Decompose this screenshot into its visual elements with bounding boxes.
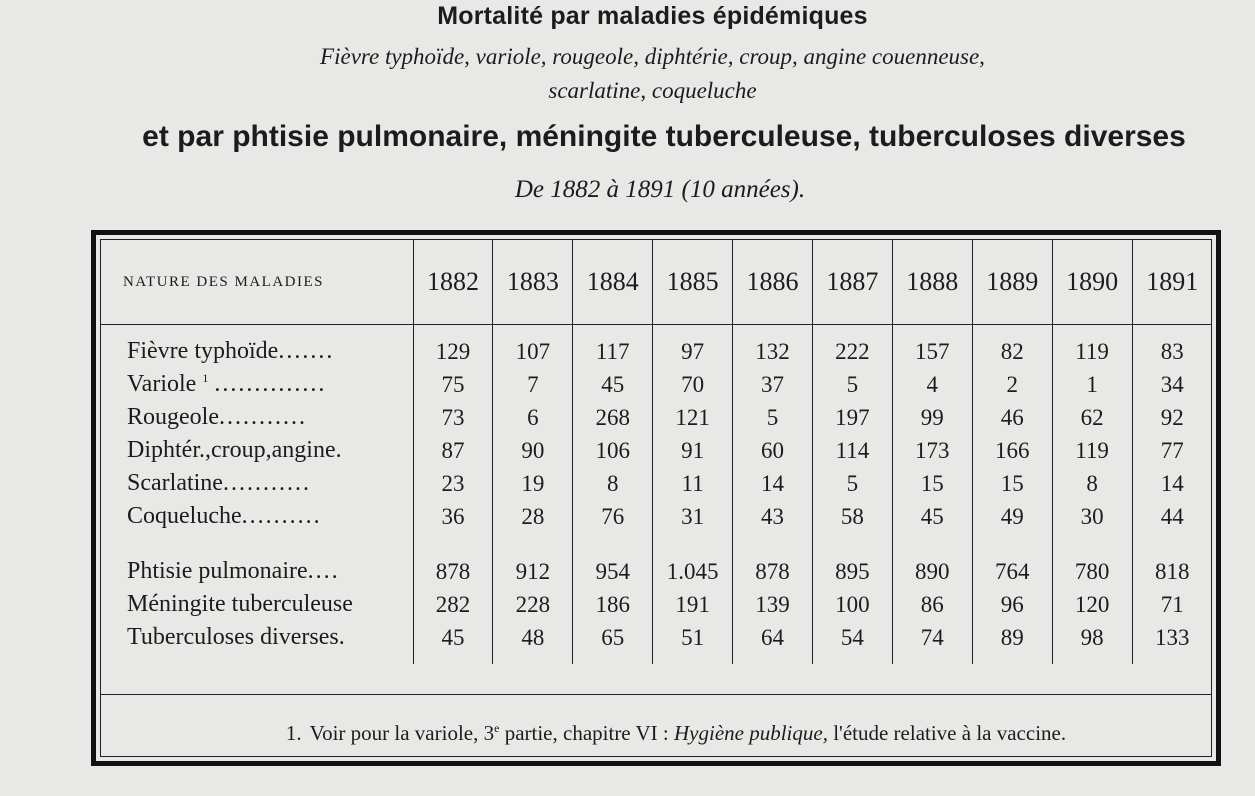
spacer-row bbox=[101, 533, 1212, 555]
disease-name: Variole bbox=[127, 371, 197, 397]
value-cell: 73 bbox=[413, 401, 493, 434]
value-cell: 28 bbox=[493, 500, 573, 533]
spacer-cell bbox=[1052, 654, 1132, 664]
value-cell: 268 bbox=[573, 401, 653, 434]
value-cell: 954 bbox=[573, 555, 653, 588]
value-cell: 31 bbox=[653, 500, 733, 533]
year-header: 1886 bbox=[733, 240, 813, 325]
value-cell: 76 bbox=[573, 500, 653, 533]
footnote-text-before: Voir pour la variole, 3 bbox=[309, 721, 495, 745]
year-header: 1882 bbox=[413, 240, 493, 325]
value-cell: 34 bbox=[1132, 368, 1212, 401]
value-cell: 1.045 bbox=[653, 555, 733, 588]
value-cell: 54 bbox=[812, 621, 892, 654]
leader-dots: .... bbox=[307, 558, 340, 584]
value-cell: 8 bbox=[1052, 467, 1132, 500]
spacer-cell bbox=[812, 654, 892, 664]
value-cell: 51 bbox=[653, 621, 733, 654]
footnote-text-middle: partie, chapitre VI : bbox=[499, 721, 674, 745]
value-cell: 132 bbox=[733, 335, 813, 368]
value-cell: 119 bbox=[1052, 434, 1132, 467]
leader-dots: .......... bbox=[241, 503, 322, 529]
spacer-cell bbox=[892, 325, 972, 336]
value-cell: 77 bbox=[1132, 434, 1212, 467]
value-cell: 878 bbox=[413, 555, 493, 588]
year-header: 1887 bbox=[812, 240, 892, 325]
value-cell: 74 bbox=[892, 621, 972, 654]
spacer-cell bbox=[101, 533, 413, 555]
table-row bbox=[101, 335, 1212, 368]
table-row bbox=[101, 555, 1212, 588]
disease-name: Rougeole bbox=[127, 404, 219, 430]
spacer-cell bbox=[653, 654, 733, 664]
value-cell: 15 bbox=[892, 467, 972, 500]
value-cell: 89 bbox=[972, 621, 1052, 654]
value-cell: 1 bbox=[1052, 368, 1132, 401]
value-cell: 97 bbox=[653, 335, 733, 368]
value-cell: 96 bbox=[972, 588, 1052, 621]
value-cell: 106 bbox=[573, 434, 653, 467]
value-cell: 5 bbox=[733, 401, 813, 434]
spacer-cell bbox=[653, 325, 733, 336]
spacer-cell bbox=[653, 533, 733, 555]
value-cell: 23 bbox=[413, 467, 493, 500]
disease-name-cell bbox=[101, 401, 413, 434]
value-cell: 197 bbox=[812, 401, 892, 434]
leader-dots: . bbox=[338, 624, 347, 650]
subtitle-line-1: Fièvre typhoïde, variole, rougeole, diphtérie, croup, angine couenneuse, bbox=[320, 44, 985, 69]
value-cell: 83 bbox=[1132, 335, 1212, 368]
spacer-cell bbox=[812, 325, 892, 336]
value-cell: 64 bbox=[733, 621, 813, 654]
spacer-cell bbox=[493, 533, 573, 555]
footnote-italic: Hygiène publique, bbox=[674, 721, 828, 745]
value-cell: 157 bbox=[892, 335, 972, 368]
spacer-cell bbox=[1052, 533, 1132, 555]
table-frame bbox=[91, 230, 1221, 766]
spacer-cell bbox=[413, 654, 493, 664]
value-cell: 2 bbox=[972, 368, 1052, 401]
spacer-cell bbox=[493, 325, 573, 336]
leader-dots: . bbox=[335, 437, 344, 463]
year-header: 1891 bbox=[1132, 240, 1212, 325]
value-cell: 44 bbox=[1132, 500, 1212, 533]
header-label: NATURE DES MALADIES bbox=[101, 240, 413, 325]
spacer-cell bbox=[413, 325, 493, 336]
value-cell: 58 bbox=[812, 500, 892, 533]
spacer-cell bbox=[972, 533, 1052, 555]
table-row bbox=[101, 401, 1212, 434]
disease-name: Tuberculoses diverses bbox=[127, 624, 339, 650]
value-cell: 70 bbox=[653, 368, 733, 401]
value-cell: 86 bbox=[892, 588, 972, 621]
disease-name-cell bbox=[101, 555, 413, 588]
value-cell: 45 bbox=[573, 368, 653, 401]
footnote-sup: e bbox=[494, 721, 500, 735]
year-header: 1889 bbox=[972, 240, 1052, 325]
footnote-number: 1. bbox=[285, 721, 302, 745]
value-cell: 129 bbox=[413, 335, 493, 368]
leader-dots: ........... bbox=[222, 470, 311, 496]
subtitle-line-2: scarlatine, coqueluche bbox=[548, 78, 757, 103]
footnote bbox=[101, 694, 1211, 763]
table-inner-border bbox=[100, 239, 1212, 757]
value-cell: 120 bbox=[1052, 588, 1132, 621]
spacer-cell bbox=[413, 533, 493, 555]
spacer-cell bbox=[812, 533, 892, 555]
table-body bbox=[101, 325, 1212, 665]
table-row bbox=[101, 621, 1212, 654]
year-header: 1883 bbox=[493, 240, 573, 325]
year-header: 1890 bbox=[1052, 240, 1132, 325]
table-row bbox=[101, 467, 1212, 500]
value-cell: 222 bbox=[812, 335, 892, 368]
spacer-cell bbox=[972, 654, 1052, 664]
year-header: 1885 bbox=[653, 240, 733, 325]
spacer-cell bbox=[1132, 654, 1212, 664]
value-cell: 166 bbox=[972, 434, 1052, 467]
value-cell: 71 bbox=[1132, 588, 1212, 621]
table-row bbox=[101, 588, 1212, 621]
spacer-cell bbox=[1052, 325, 1132, 336]
leader-dots: .............. bbox=[214, 371, 327, 397]
spacer-cell bbox=[573, 654, 653, 664]
value-cell: 90 bbox=[493, 434, 573, 467]
value-cell: 45 bbox=[413, 621, 493, 654]
table-row bbox=[101, 500, 1212, 533]
spacer-cell bbox=[493, 654, 573, 664]
value-cell: 46 bbox=[972, 401, 1052, 434]
period-caption: De 1882 à 1891 (10 années). bbox=[514, 176, 806, 203]
value-cell: 764 bbox=[972, 555, 1052, 588]
mortality-table bbox=[101, 240, 1212, 664]
value-cell: 98 bbox=[1052, 621, 1132, 654]
table-row bbox=[101, 434, 1212, 467]
value-cell: 65 bbox=[573, 621, 653, 654]
disease-name-cell bbox=[101, 434, 413, 467]
value-cell: 895 bbox=[812, 555, 892, 588]
spacer-cell bbox=[972, 325, 1052, 336]
value-cell: 19 bbox=[493, 467, 573, 500]
value-cell: 91 bbox=[653, 434, 733, 467]
disease-name-cell bbox=[101, 467, 413, 500]
header-row bbox=[101, 240, 1212, 325]
secondary-title: et par phtisie pulmonaire, méningite tuberculeuse, tuberculoses diverses bbox=[142, 120, 1186, 153]
value-cell: 30 bbox=[1052, 500, 1132, 533]
value-cell: 6 bbox=[493, 401, 573, 434]
value-cell: 228 bbox=[493, 588, 573, 621]
spacer-cell bbox=[573, 325, 653, 336]
value-cell: 36 bbox=[413, 500, 493, 533]
value-cell: 60 bbox=[733, 434, 813, 467]
footnote-text-after: l'étude relative à la vaccine. bbox=[827, 721, 1067, 745]
year-header: 1888 bbox=[892, 240, 972, 325]
value-cell: 186 bbox=[573, 588, 653, 621]
value-cell: 45 bbox=[892, 500, 972, 533]
page-title: Mortalité par maladies épidémiques bbox=[437, 2, 868, 30]
spacer-cell bbox=[733, 654, 813, 664]
leader-dots: ....... bbox=[278, 338, 335, 364]
disease-name: Phtisie pulmonaire bbox=[127, 558, 308, 584]
value-cell: 14 bbox=[1132, 467, 1212, 500]
spacer-cell bbox=[892, 533, 972, 555]
value-cell: 139 bbox=[733, 588, 813, 621]
disease-name: Diphtér.,croup,angine bbox=[127, 437, 336, 463]
spacer-cell bbox=[892, 654, 972, 664]
value-cell: 11 bbox=[653, 467, 733, 500]
disease-name-cell bbox=[101, 621, 413, 654]
disease-name-cell bbox=[101, 368, 413, 401]
value-cell: 117 bbox=[573, 335, 653, 368]
value-cell: 14 bbox=[733, 467, 813, 500]
spacer-row bbox=[101, 654, 1212, 664]
value-cell: 5 bbox=[812, 467, 892, 500]
disease-name-cell bbox=[101, 500, 413, 533]
value-cell: 15 bbox=[972, 467, 1052, 500]
value-cell: 890 bbox=[892, 555, 972, 588]
disease-name: Fièvre typhoïde bbox=[127, 338, 279, 364]
value-cell: 5 bbox=[812, 368, 892, 401]
disease-name-cell bbox=[101, 335, 413, 368]
value-cell: 92 bbox=[1132, 401, 1212, 434]
value-cell: 7 bbox=[493, 368, 573, 401]
leader-dots: ........... bbox=[218, 404, 307, 430]
disease-name: Scarlatine bbox=[127, 470, 223, 496]
value-cell: 133 bbox=[1132, 621, 1212, 654]
disease-name: Coqueluche bbox=[127, 503, 242, 529]
value-cell: 8 bbox=[573, 467, 653, 500]
value-cell: 818 bbox=[1132, 555, 1212, 588]
table-row bbox=[101, 368, 1212, 401]
value-cell: 119 bbox=[1052, 335, 1132, 368]
value-cell: 99 bbox=[892, 401, 972, 434]
spacer-cell bbox=[733, 533, 813, 555]
value-cell: 100 bbox=[812, 588, 892, 621]
value-cell: 780 bbox=[1052, 555, 1132, 588]
spacer-cell bbox=[101, 654, 413, 664]
value-cell: 191 bbox=[653, 588, 733, 621]
value-cell: 49 bbox=[972, 500, 1052, 533]
disease-name: Méningite tuberculeuse bbox=[127, 591, 353, 617]
value-cell: 62 bbox=[1052, 401, 1132, 434]
value-cell: 912 bbox=[493, 555, 573, 588]
spacer-row bbox=[101, 325, 1212, 336]
value-cell: 878 bbox=[733, 555, 813, 588]
value-cell: 173 bbox=[892, 434, 972, 467]
value-cell: 282 bbox=[413, 588, 493, 621]
value-cell: 107 bbox=[493, 335, 573, 368]
value-cell: 75 bbox=[413, 368, 493, 401]
value-cell: 121 bbox=[653, 401, 733, 434]
spacer-cell bbox=[101, 325, 413, 336]
value-cell: 43 bbox=[733, 500, 813, 533]
disease-name-cell bbox=[101, 588, 413, 621]
disease-footnote-marker: 1 bbox=[202, 371, 209, 385]
value-cell: 87 bbox=[413, 434, 493, 467]
spacer-cell bbox=[733, 325, 813, 336]
value-cell: 82 bbox=[972, 335, 1052, 368]
spacer-cell bbox=[573, 533, 653, 555]
spacer-cell bbox=[1132, 325, 1212, 336]
value-cell: 4 bbox=[892, 368, 972, 401]
value-cell: 48 bbox=[493, 621, 573, 654]
year-header: 1884 bbox=[573, 240, 653, 325]
spacer-cell bbox=[1132, 533, 1212, 555]
value-cell: 37 bbox=[733, 368, 813, 401]
value-cell: 114 bbox=[812, 434, 892, 467]
